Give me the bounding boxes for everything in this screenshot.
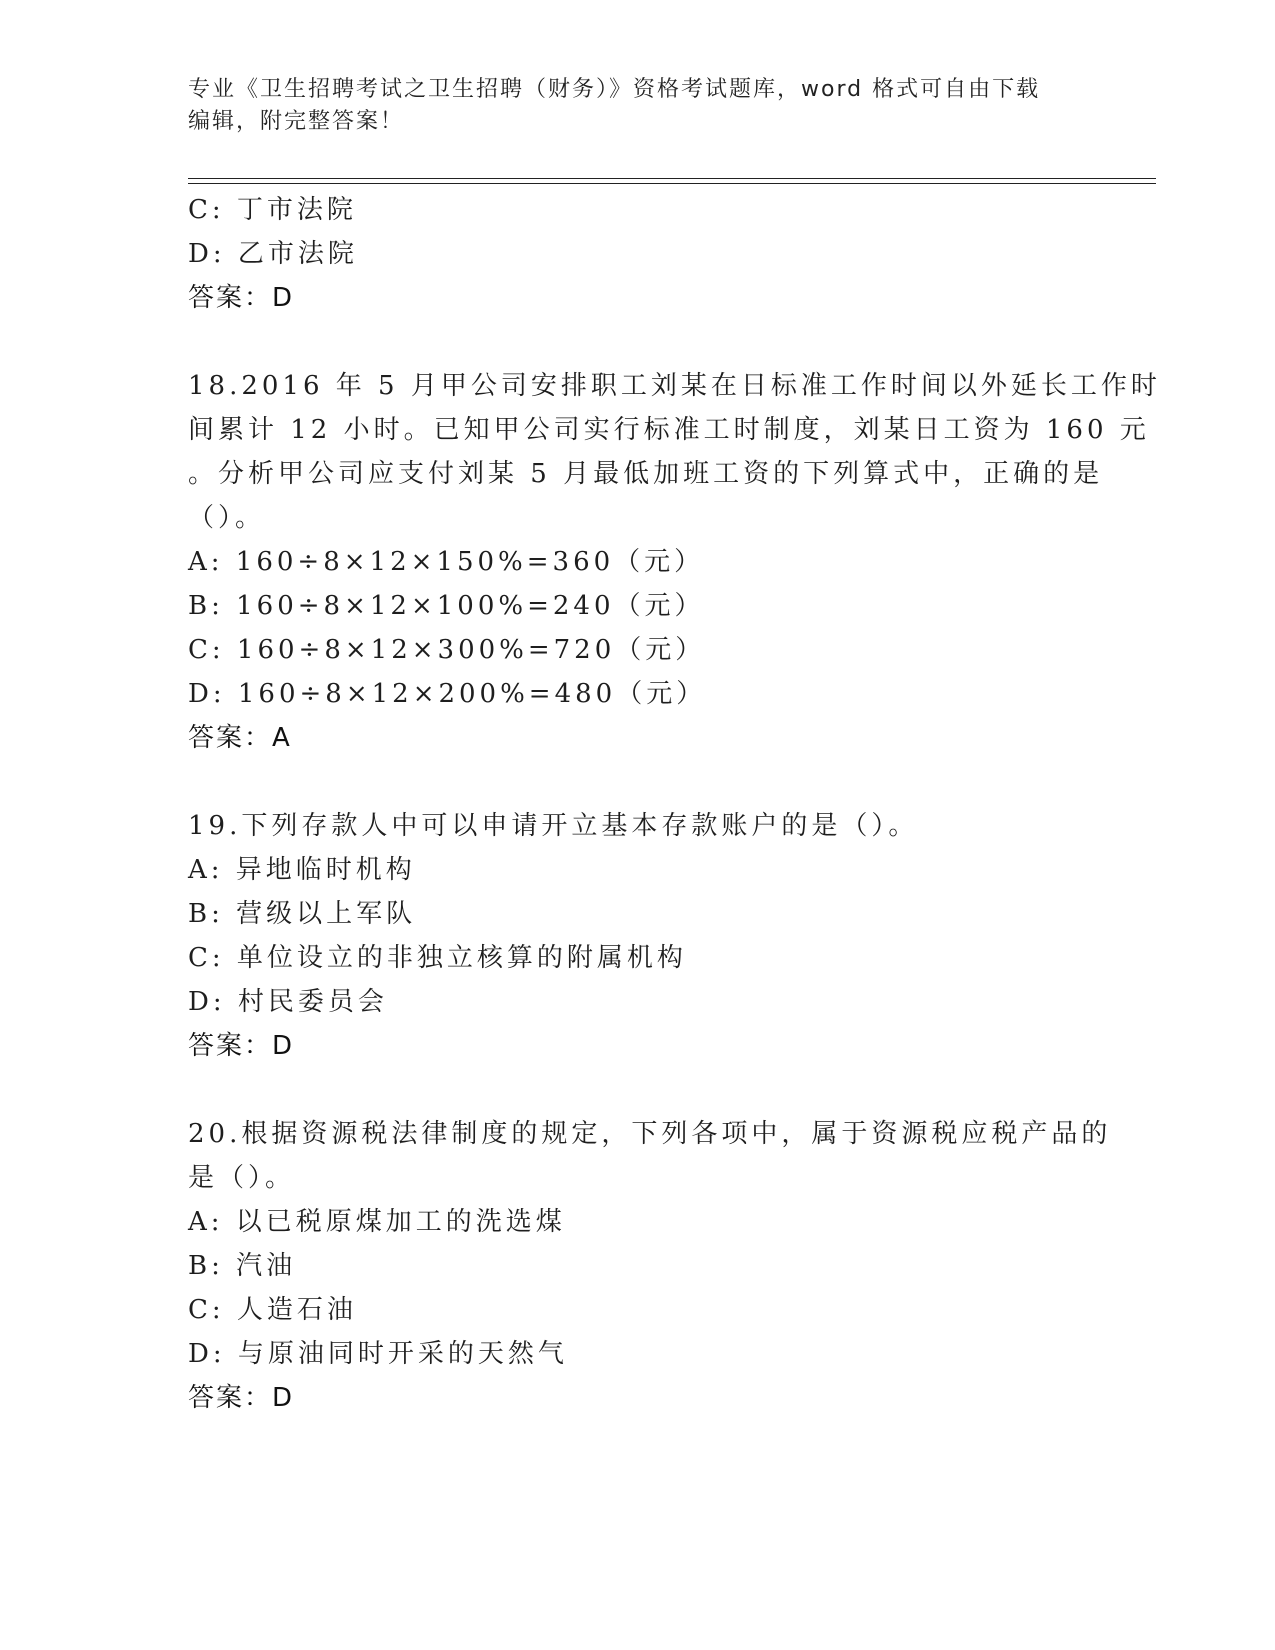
question-19-answer: 答案：D (188, 1031, 295, 1061)
header-line-1: 专业《卫生招聘考试之卫生招聘（财务）》资格考试题库，word 格式可自由下载 (188, 77, 1041, 102)
question-18-stem-line-1: 18.2016 年 5 月甲公司安排职工刘某在日标准工作时间以外延长工作时 (188, 371, 1161, 401)
question-18-stem-line-3: 。分析甲公司应支付刘某 5 月最低加班工资的下列算式中，正确的是 (188, 459, 1104, 489)
option-d: D: 乙市法院 (188, 239, 358, 269)
question-20-option-d: D: 与原油同时开采的天然气 (188, 1339, 568, 1369)
question-20-option-c: C: 人造石油 (188, 1295, 357, 1325)
question-20-stem-line-2: 是（）。 (188, 1163, 296, 1193)
question-19-option-a: A: 异地临时机构 (188, 855, 416, 885)
question-18-stem-line-4: （）。 (188, 503, 266, 533)
header-divider-top (188, 178, 1156, 179)
question-19-option-b: B: 营级以上军队 (188, 899, 417, 929)
question-20-answer: 答案：D (188, 1383, 295, 1413)
question-18-stem-line-2: 间累计 12 小时。已知甲公司实行标准工时制度，刘某日工资为 160 元 (188, 415, 1150, 445)
question-18-option-c: C: 160÷8×12×300%=720（元） (188, 635, 706, 665)
question-20-option-a: A: 以已税原煤加工的洗选煤 (188, 1207, 566, 1237)
question-18-option-b: B: 160÷8×12×100%=240（元） (188, 591, 705, 621)
header-divider-bottom (188, 183, 1156, 184)
document-header-note (188, 74, 1088, 138)
question-19-stem-line-1: 19.下列存款人中可以申请开立基本存款账户的是（）。 (188, 811, 919, 841)
question-20-option-b: B: 汽油 (188, 1251, 297, 1281)
question-19-option-c: C: 单位设立的非独立核算的附属机构 (188, 943, 687, 973)
question-19-option-d: D: 村民委员会 (188, 987, 388, 1017)
option-c: C: 丁市法院 (188, 195, 357, 225)
question-18-answer: 答案：A (188, 723, 292, 753)
question-18-option-d: D: 160÷8×12×200%=480（元） (188, 679, 707, 709)
header-line-2: 编辑，附完整答案！ (188, 109, 405, 134)
question-18-option-a: A: 160÷8×12×150%=360（元） (188, 547, 705, 577)
question-20-stem-line-1: 20.根据资源税法律制度的规定，下列各项中，属于资源税应税产品的 (188, 1119, 1112, 1149)
answer-label: 答案：D (188, 283, 295, 313)
